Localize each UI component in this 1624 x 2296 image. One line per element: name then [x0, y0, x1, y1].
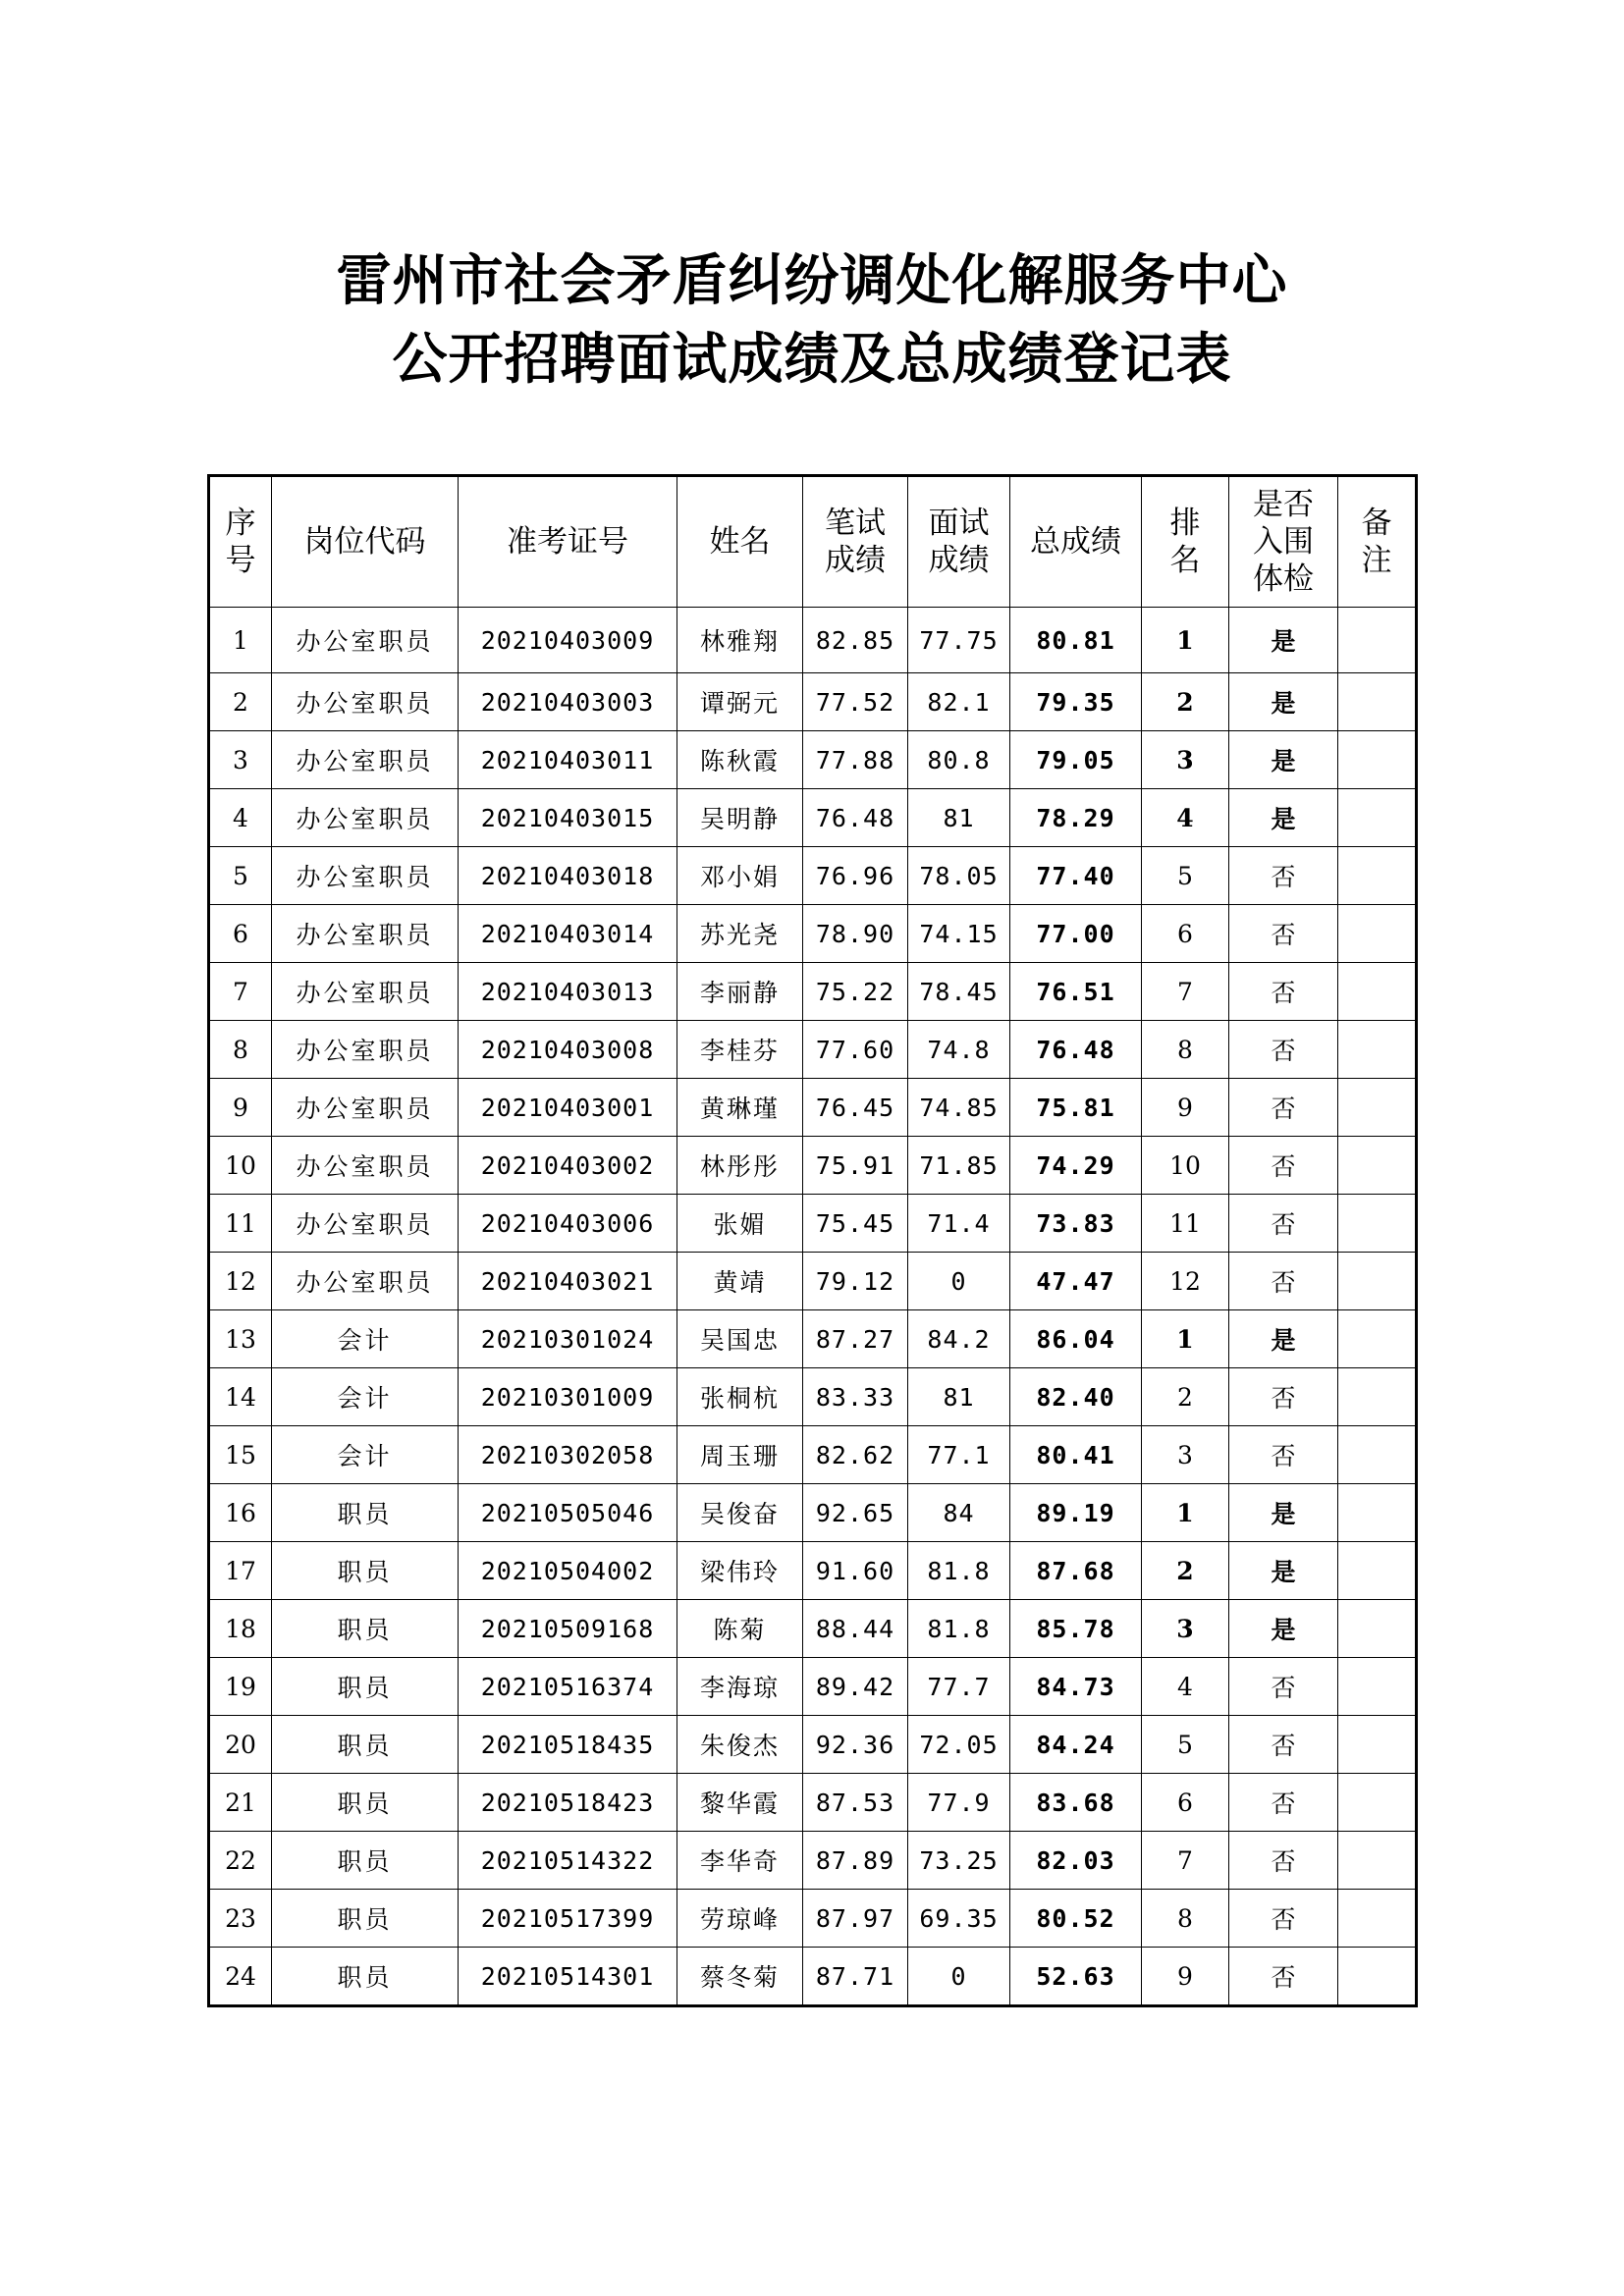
cell-exam-id: 20210514322	[459, 1832, 677, 1890]
cell-rank: 3	[1142, 731, 1229, 789]
cell-seq: 4	[209, 789, 272, 847]
cell-total: 74.29	[1010, 1137, 1142, 1195]
cell-name: 黎华霞	[677, 1774, 803, 1832]
cell-total: 82.03	[1010, 1832, 1142, 1890]
cell-exam-id: 20210518423	[459, 1774, 677, 1832]
cell-physical: 否	[1229, 1368, 1338, 1426]
cell-interview: 74.8	[908, 1021, 1010, 1079]
cell-interview: 78.45	[908, 963, 1010, 1021]
cell-seq: 13	[209, 1310, 272, 1368]
cell-exam-id: 20210301009	[459, 1368, 677, 1426]
cell-rank: 12	[1142, 1253, 1229, 1310]
grades-table	[207, 474, 1418, 2007]
cell-rank: 4	[1142, 1658, 1229, 1716]
cell-remark	[1338, 1079, 1417, 1137]
header-remark: 备 注	[1338, 476, 1417, 608]
cell-rank: 2	[1142, 1542, 1229, 1600]
cell-name: 蔡冬菊	[677, 1948, 803, 2006]
cell-remark	[1338, 1137, 1417, 1195]
cell-position: 办公室职员	[272, 789, 459, 847]
table-row	[209, 1368, 1417, 1426]
cell-physical: 否	[1229, 1426, 1338, 1484]
header-total: 总成绩	[1010, 476, 1142, 608]
cell-position: 办公室职员	[272, 1021, 459, 1079]
cell-written: 82.85	[803, 608, 908, 673]
cell-total: 87.68	[1010, 1542, 1142, 1600]
cell-exam-id: 20210403013	[459, 963, 677, 1021]
title-line-2: 公开招聘面试成绩及总成绩登记表	[392, 327, 1232, 392]
cell-total: 75.81	[1010, 1079, 1142, 1137]
cell-interview: 77.7	[908, 1658, 1010, 1716]
cell-written: 77.88	[803, 731, 908, 789]
cell-interview: 80.8	[908, 731, 1010, 789]
cell-physical: 是	[1229, 1484, 1338, 1542]
cell-interview: 74.85	[908, 1079, 1010, 1137]
cell-total: 77.00	[1010, 905, 1142, 963]
cell-physical: 是	[1229, 1542, 1338, 1600]
document-title	[0, 241, 1624, 399]
cell-position: 职员	[272, 1484, 459, 1542]
cell-seq: 22	[209, 1832, 272, 1890]
cell-physical: 否	[1229, 1253, 1338, 1310]
cell-written: 82.62	[803, 1426, 908, 1484]
cell-remark	[1338, 1021, 1417, 1079]
cell-written: 78.90	[803, 905, 908, 963]
cell-interview: 69.35	[908, 1890, 1010, 1948]
cell-interview: 72.05	[908, 1716, 1010, 1774]
cell-exam-id: 20210403006	[459, 1195, 677, 1253]
cell-physical: 是	[1229, 1310, 1338, 1368]
cell-total: 47.47	[1010, 1253, 1142, 1310]
cell-rank: 9	[1142, 1948, 1229, 2006]
table-row	[209, 1542, 1417, 1600]
cell-position: 职员	[272, 1600, 459, 1658]
cell-exam-id: 20210514301	[459, 1948, 677, 2006]
cell-remark	[1338, 1253, 1417, 1310]
cell-interview: 0	[908, 1253, 1010, 1310]
cell-physical: 否	[1229, 1021, 1338, 1079]
cell-rank: 8	[1142, 1021, 1229, 1079]
cell-remark	[1338, 1890, 1417, 1948]
cell-seq: 9	[209, 1079, 272, 1137]
cell-position: 办公室职员	[272, 673, 459, 731]
cell-interview: 73.25	[908, 1832, 1010, 1890]
cell-exam-id: 20210509168	[459, 1600, 677, 1658]
header-rank: 排 名	[1142, 476, 1229, 608]
table-row	[209, 1253, 1417, 1310]
header-seq: 序 号	[209, 476, 272, 608]
table-row	[209, 1310, 1417, 1368]
cell-position: 办公室职员	[272, 731, 459, 789]
cell-remark	[1338, 1368, 1417, 1426]
cell-name: 张桐杭	[677, 1368, 803, 1426]
table-row	[209, 789, 1417, 847]
cell-interview: 71.4	[908, 1195, 1010, 1253]
cell-name: 张媚	[677, 1195, 803, 1253]
cell-interview: 78.05	[908, 847, 1010, 905]
cell-rank: 8	[1142, 1890, 1229, 1948]
cell-physical: 否	[1229, 1774, 1338, 1832]
cell-physical: 否	[1229, 1948, 1338, 2006]
header-interview: 面试 成绩	[908, 476, 1010, 608]
cell-remark	[1338, 1832, 1417, 1890]
table-row	[209, 1716, 1417, 1774]
cell-interview: 77.1	[908, 1426, 1010, 1484]
cell-written: 92.65	[803, 1484, 908, 1542]
table-row	[209, 1484, 1417, 1542]
cell-position: 职员	[272, 1948, 459, 2006]
cell-interview: 81	[908, 789, 1010, 847]
cell-rank: 10	[1142, 1137, 1229, 1195]
cell-written: 79.12	[803, 1253, 908, 1310]
cell-interview: 81.8	[908, 1542, 1010, 1600]
cell-position: 办公室职员	[272, 1079, 459, 1137]
cell-interview: 81	[908, 1368, 1010, 1426]
cell-total: 79.35	[1010, 673, 1142, 731]
cell-name: 谭弼元	[677, 673, 803, 731]
cell-total: 76.51	[1010, 963, 1142, 1021]
table-row	[209, 1832, 1417, 1890]
cell-remark	[1338, 1195, 1417, 1253]
cell-exam-id: 20210403008	[459, 1021, 677, 1079]
cell-physical: 否	[1229, 1079, 1338, 1137]
cell-name: 李丽静	[677, 963, 803, 1021]
cell-remark	[1338, 1658, 1417, 1716]
cell-exam-id: 20210403018	[459, 847, 677, 905]
cell-written: 87.27	[803, 1310, 908, 1368]
cell-remark	[1338, 963, 1417, 1021]
cell-physical: 否	[1229, 963, 1338, 1021]
header-physical: 是否 入围 体检	[1229, 476, 1338, 608]
cell-total: 89.19	[1010, 1484, 1142, 1542]
cell-total: 85.78	[1010, 1600, 1142, 1658]
cell-total: 79.05	[1010, 731, 1142, 789]
cell-interview: 74.15	[908, 905, 1010, 963]
cell-written: 75.45	[803, 1195, 908, 1253]
cell-remark	[1338, 905, 1417, 963]
cell-position: 会计	[272, 1426, 459, 1484]
cell-exam-id: 20210403009	[459, 608, 677, 673]
table-row	[209, 608, 1417, 673]
table-row	[209, 847, 1417, 905]
cell-physical: 否	[1229, 1137, 1338, 1195]
cell-seq: 21	[209, 1774, 272, 1832]
cell-written: 76.96	[803, 847, 908, 905]
cell-position: 办公室职员	[272, 1137, 459, 1195]
table-row	[209, 1600, 1417, 1658]
cell-rank: 6	[1142, 905, 1229, 963]
cell-rank: 4	[1142, 789, 1229, 847]
cell-seq: 1	[209, 608, 272, 673]
cell-exam-id: 20210301024	[459, 1310, 677, 1368]
table-row	[209, 1774, 1417, 1832]
cell-written: 88.44	[803, 1600, 908, 1658]
table-row	[209, 1137, 1417, 1195]
cell-written: 77.60	[803, 1021, 908, 1079]
cell-exam-id: 20210504002	[459, 1542, 677, 1600]
cell-position: 职员	[272, 1832, 459, 1890]
cell-interview: 81.8	[908, 1600, 1010, 1658]
cell-name: 朱俊杰	[677, 1716, 803, 1774]
cell-written: 87.97	[803, 1890, 908, 1948]
cell-interview: 77.75	[908, 608, 1010, 673]
cell-seq: 24	[209, 1948, 272, 2006]
cell-interview: 82.1	[908, 673, 1010, 731]
cell-seq: 14	[209, 1368, 272, 1426]
cell-total: 83.68	[1010, 1774, 1142, 1832]
cell-total: 52.63	[1010, 1948, 1142, 2006]
cell-name: 吴国忠	[677, 1310, 803, 1368]
cell-name: 李华奇	[677, 1832, 803, 1890]
cell-name: 邓小娟	[677, 847, 803, 905]
cell-position: 办公室职员	[272, 847, 459, 905]
cell-total: 84.73	[1010, 1658, 1142, 1716]
cell-remark	[1338, 1948, 1417, 2006]
cell-seq: 20	[209, 1716, 272, 1774]
cell-name: 劳琼峰	[677, 1890, 803, 1948]
cell-interview: 84	[908, 1484, 1010, 1542]
cell-position: 办公室职员	[272, 608, 459, 673]
cell-interview: 71.85	[908, 1137, 1010, 1195]
cell-position: 职员	[272, 1890, 459, 1948]
table-row	[209, 1948, 1417, 2006]
cell-total: 80.41	[1010, 1426, 1142, 1484]
cell-exam-id: 20210403001	[459, 1079, 677, 1137]
cell-interview: 84.2	[908, 1310, 1010, 1368]
cell-rank: 9	[1142, 1079, 1229, 1137]
cell-seq: 8	[209, 1021, 272, 1079]
cell-position: 职员	[272, 1774, 459, 1832]
cell-name: 李海琼	[677, 1658, 803, 1716]
cell-position: 职员	[272, 1716, 459, 1774]
cell-position: 会计	[272, 1310, 459, 1368]
table-row	[209, 1890, 1417, 1948]
cell-physical: 否	[1229, 1890, 1338, 1948]
header-position: 岗位代码	[272, 476, 459, 608]
cell-remark	[1338, 608, 1417, 673]
table-row	[209, 905, 1417, 963]
cell-seq: 17	[209, 1542, 272, 1600]
cell-remark	[1338, 1310, 1417, 1368]
table-row	[209, 1426, 1417, 1484]
cell-name: 周玉珊	[677, 1426, 803, 1484]
cell-exam-id: 20210403011	[459, 731, 677, 789]
cell-physical: 否	[1229, 1658, 1338, 1716]
cell-total: 86.04	[1010, 1310, 1142, 1368]
cell-seq: 6	[209, 905, 272, 963]
table-body	[209, 608, 1417, 2006]
cell-seq: 15	[209, 1426, 272, 1484]
cell-remark	[1338, 847, 1417, 905]
cell-physical: 否	[1229, 905, 1338, 963]
cell-name: 李桂芬	[677, 1021, 803, 1079]
cell-name: 吴明静	[677, 789, 803, 847]
cell-total: 82.40	[1010, 1368, 1142, 1426]
cell-name: 陈秋霞	[677, 731, 803, 789]
cell-interview: 77.9	[908, 1774, 1010, 1832]
cell-seq: 12	[209, 1253, 272, 1310]
cell-remark	[1338, 1600, 1417, 1658]
cell-rank: 7	[1142, 963, 1229, 1021]
cell-exam-id: 20210403002	[459, 1137, 677, 1195]
header-name: 姓名	[677, 476, 803, 608]
cell-written: 92.36	[803, 1716, 908, 1774]
cell-interview: 0	[908, 1948, 1010, 2006]
cell-seq: 7	[209, 963, 272, 1021]
cell-seq: 19	[209, 1658, 272, 1716]
cell-written: 83.33	[803, 1368, 908, 1426]
cell-physical: 是	[1229, 731, 1338, 789]
cell-position: 办公室职员	[272, 1195, 459, 1253]
cell-remark	[1338, 789, 1417, 847]
table-row	[209, 1079, 1417, 1137]
cell-remark	[1338, 1426, 1417, 1484]
cell-rank: 1	[1142, 1484, 1229, 1542]
cell-rank: 3	[1142, 1426, 1229, 1484]
table-row	[209, 731, 1417, 789]
cell-exam-id: 20210403021	[459, 1253, 677, 1310]
cell-written: 76.48	[803, 789, 908, 847]
cell-written: 77.52	[803, 673, 908, 731]
cell-remark	[1338, 1542, 1417, 1600]
cell-physical: 是	[1229, 673, 1338, 731]
cell-position: 职员	[272, 1542, 459, 1600]
cell-name: 苏光尧	[677, 905, 803, 963]
cell-remark	[1338, 673, 1417, 731]
header-written: 笔试 成绩	[803, 476, 908, 608]
cell-physical: 否	[1229, 847, 1338, 905]
cell-physical: 否	[1229, 1195, 1338, 1253]
cell-name: 林彤彤	[677, 1137, 803, 1195]
cell-rank: 5	[1142, 1716, 1229, 1774]
cell-remark	[1338, 731, 1417, 789]
table-row	[209, 963, 1417, 1021]
cell-written: 76.45	[803, 1079, 908, 1137]
cell-total: 80.81	[1010, 608, 1142, 673]
cell-seq: 2	[209, 673, 272, 731]
cell-written: 75.22	[803, 963, 908, 1021]
cell-written: 87.53	[803, 1774, 908, 1832]
cell-exam-id: 20210302058	[459, 1426, 677, 1484]
cell-seq: 23	[209, 1890, 272, 1948]
cell-name: 吴俊奋	[677, 1484, 803, 1542]
cell-rank: 1	[1142, 1310, 1229, 1368]
title-line-1: 雷州市社会矛盾纠纷调处化解服务中心	[336, 248, 1288, 313]
table-row	[209, 673, 1417, 731]
cell-position: 职员	[272, 1658, 459, 1716]
cell-physical: 否	[1229, 1716, 1338, 1774]
cell-exam-id: 20210403003	[459, 673, 677, 731]
cell-total: 80.52	[1010, 1890, 1142, 1948]
cell-exam-id: 20210516374	[459, 1658, 677, 1716]
cell-exam-id: 20210517399	[459, 1890, 677, 1948]
cell-remark	[1338, 1484, 1417, 1542]
cell-physical: 是	[1229, 789, 1338, 847]
cell-rank: 7	[1142, 1832, 1229, 1890]
cell-remark	[1338, 1716, 1417, 1774]
cell-rank: 1	[1142, 608, 1229, 673]
cell-total: 84.24	[1010, 1716, 1142, 1774]
cell-rank: 5	[1142, 847, 1229, 905]
cell-name: 梁伟玲	[677, 1542, 803, 1600]
cell-position: 会计	[272, 1368, 459, 1426]
cell-total: 76.48	[1010, 1021, 1142, 1079]
cell-written: 87.89	[803, 1832, 908, 1890]
cell-seq: 3	[209, 731, 272, 789]
cell-remark	[1338, 1774, 1417, 1832]
cell-seq: 16	[209, 1484, 272, 1542]
cell-rank: 11	[1142, 1195, 1229, 1253]
table-row	[209, 1195, 1417, 1253]
cell-exam-id: 20210505046	[459, 1484, 677, 1542]
cell-name: 黄琳瑾	[677, 1079, 803, 1137]
cell-seq: 10	[209, 1137, 272, 1195]
cell-written: 75.91	[803, 1137, 908, 1195]
cell-position: 办公室职员	[272, 963, 459, 1021]
cell-written: 89.42	[803, 1658, 908, 1716]
table-row	[209, 1021, 1417, 1079]
cell-total: 78.29	[1010, 789, 1142, 847]
cell-position: 办公室职员	[272, 905, 459, 963]
cell-total: 73.83	[1010, 1195, 1142, 1253]
cell-name: 林雅翔	[677, 608, 803, 673]
cell-position: 办公室职员	[272, 1253, 459, 1310]
cell-physical: 否	[1229, 1832, 1338, 1890]
cell-name: 陈菊	[677, 1600, 803, 1658]
table-header-row	[209, 476, 1417, 608]
cell-rank: 2	[1142, 673, 1229, 731]
cell-seq: 18	[209, 1600, 272, 1658]
table-row	[209, 1658, 1417, 1716]
cell-name: 黄靖	[677, 1253, 803, 1310]
cell-seq: 5	[209, 847, 272, 905]
cell-rank: 3	[1142, 1600, 1229, 1658]
cell-written: 87.71	[803, 1948, 908, 2006]
cell-seq: 11	[209, 1195, 272, 1253]
cell-exam-id: 20210403014	[459, 905, 677, 963]
cell-exam-id: 20210403015	[459, 789, 677, 847]
cell-written: 91.60	[803, 1542, 908, 1600]
cell-physical: 是	[1229, 1600, 1338, 1658]
cell-exam-id: 20210518435	[459, 1716, 677, 1774]
header-exam-id: 准考证号	[459, 476, 677, 608]
cell-rank: 6	[1142, 1774, 1229, 1832]
cell-total: 77.40	[1010, 847, 1142, 905]
cell-rank: 2	[1142, 1368, 1229, 1426]
cell-physical: 是	[1229, 608, 1338, 673]
